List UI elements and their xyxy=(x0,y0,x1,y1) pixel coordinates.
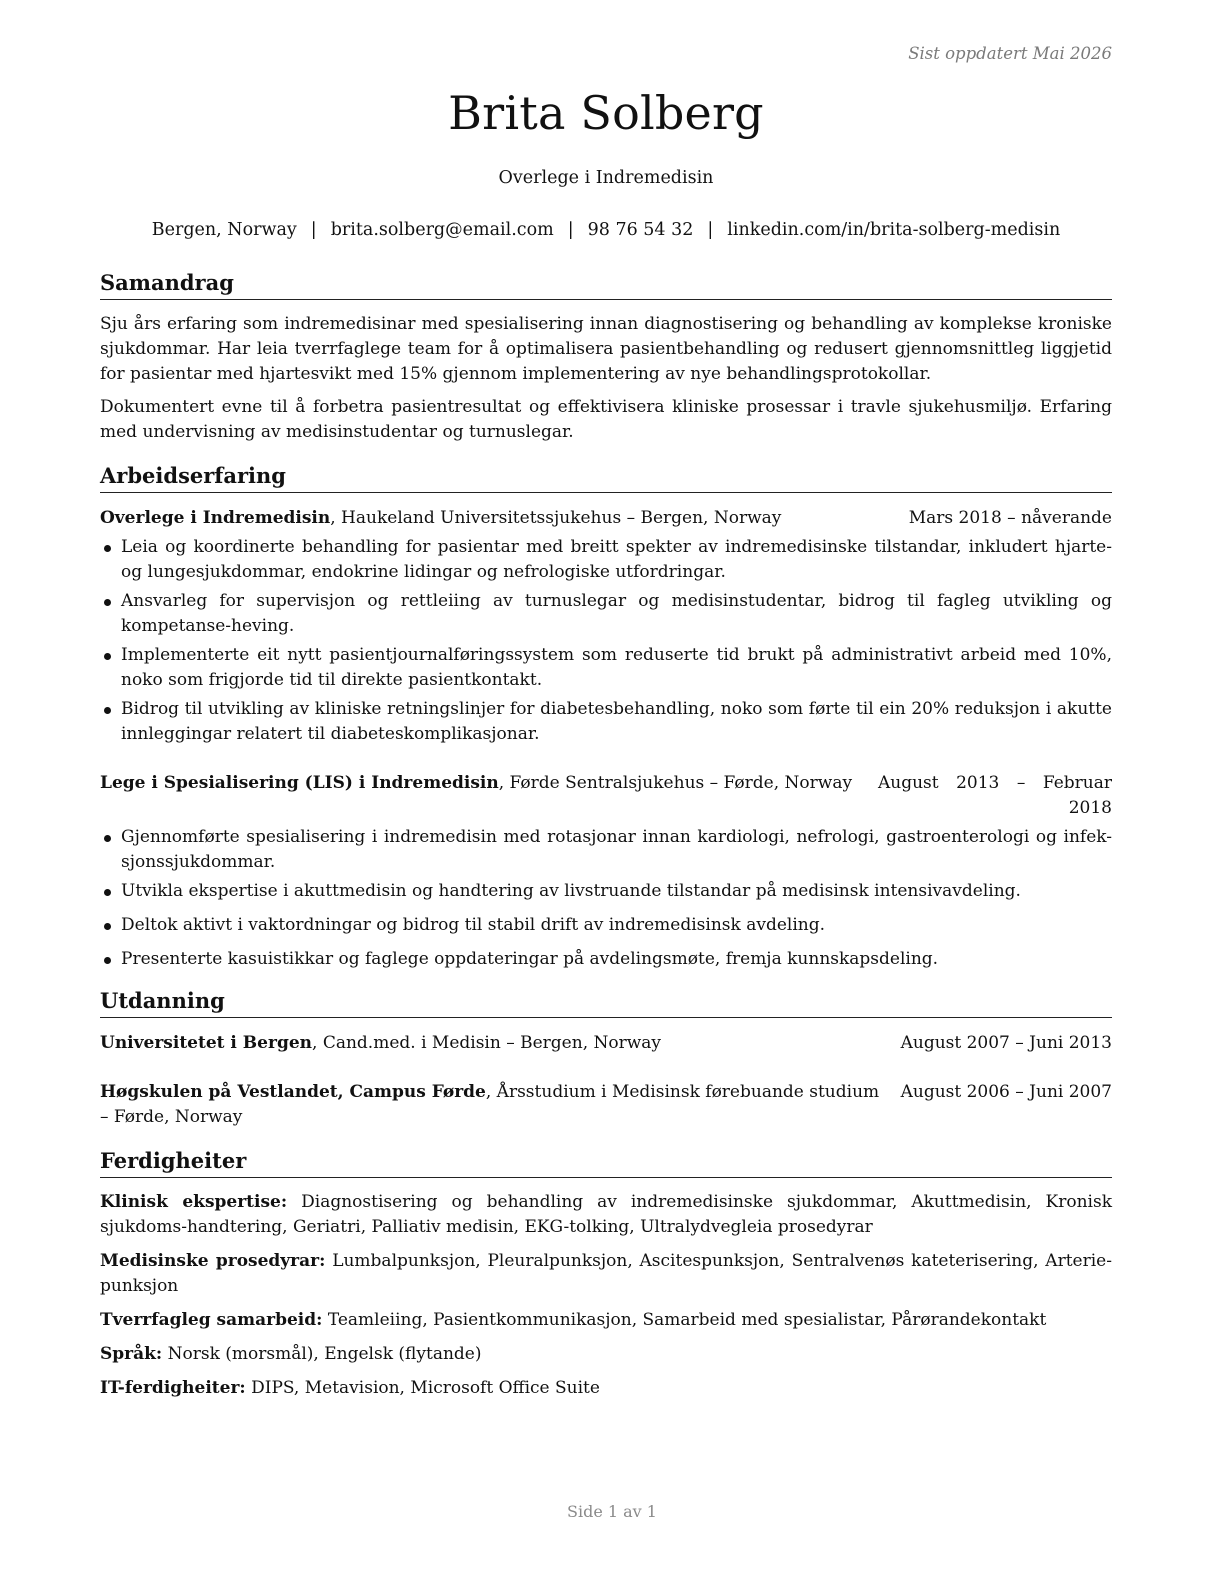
job-bullets xyxy=(100,535,1112,747)
job-entry xyxy=(100,506,1112,747)
summary-paragraph: Sju års erfaring som indremedisinar med spesialisering innan diagnostisering og behandling av komplekse kroniske sjukdommar. Har leia tverrfaglege team for å optimalisera pasientbehandling og redusert gjennomsnittleg liggjetid for pasientar med hjartesvikt med 15% gjennom implementering av nye behandlingsprotokollar. xyxy=(100,314,1112,384)
skill-row xyxy=(100,1342,1112,1367)
section-heading-education: Utdanning xyxy=(100,986,1112,1018)
job-dates: Mars 2018 – nåverande xyxy=(908,508,1112,528)
person-name: Brita Solberg xyxy=(448,86,764,140)
list-item: Utvikla ekspertise i akuttmedisin og handtering av livstruande tilstandar på medisinsk intensivavdeling. xyxy=(100,879,1112,904)
education-what xyxy=(100,1080,880,1130)
skill-value: Teamleiing, Pasientkommunikasjon, Samarbeid med spesialistar, Pårørandekontakt xyxy=(322,1310,1047,1330)
skill-label: Klinisk ekspertise: xyxy=(100,1192,288,1212)
education-what xyxy=(100,1031,661,1056)
skill-value: DIPS, Metavision, Microsoft Office Suite xyxy=(245,1378,600,1398)
section-heading-summary: Samandrag xyxy=(100,268,1112,300)
contact-email[interactable]: brita.solberg@email.com xyxy=(330,220,554,240)
skill-value: Lumbalpunksjon, Pleuralpunksjon, Ascitespunksjon, Sentralvenøs kateterisering, Arterie-punksjon xyxy=(100,1251,1112,1296)
job-title: Lege i Spesialisering (LIS) i Indremedisin xyxy=(100,773,499,793)
job-title-line xyxy=(100,506,781,531)
job-employer: , Førde Sentralsjukehus – Førde, Norway xyxy=(498,773,853,793)
contact-separator: | xyxy=(310,220,317,240)
education-detail: , Cand.med. i Medisin – Bergen, Norway xyxy=(312,1033,662,1053)
job-header xyxy=(100,506,1112,531)
last-updated: Sist oppdatert Mai 2026 xyxy=(908,44,1112,63)
education-dates: August 2007 – Juni 2013 xyxy=(900,1033,1112,1053)
list-item: Ansvarleg for supervisjon og rettleiing av turnuslegar og medisinstudentar, bidrog til fagleg utvikling og kompetanse-heving. xyxy=(100,589,1112,639)
skill-row xyxy=(100,1249,1112,1299)
experience-section xyxy=(100,461,1112,972)
contact-separator: | xyxy=(567,220,574,240)
education-entry xyxy=(100,1031,1112,1056)
job-dates-line: 2018 xyxy=(1068,798,1112,818)
education-dates: August 2006 – Juni 2007 xyxy=(900,1082,1112,1102)
resume-body xyxy=(100,268,1112,1409)
contact-phone: 98 76 54 32 xyxy=(587,220,694,240)
list-item: Implementerte eit nytt pasientjournalføringssystem som reduserte tid brukt på administrativt arbeid med 10%, noko som frigjorde tid til direkte pasientkontakt. xyxy=(100,643,1112,693)
job-title-line xyxy=(100,771,852,821)
section-heading-experience: Arbeidserfaring xyxy=(100,461,1112,493)
section-heading-skills: Ferdigheiter xyxy=(100,1146,1112,1178)
contact-separator: | xyxy=(707,220,714,240)
skill-label: Tverrfagleg samarbeid: xyxy=(100,1310,323,1330)
list-item: Leia og koordinerte behandling for pasientar med breitt spekter av indremedisinske tilstandar, inkludert hjarte- og lungesjukdommar, endokrine lidingar og nefrologiske utfordringar. xyxy=(100,535,1112,585)
skill-row xyxy=(100,1190,1112,1240)
job-dates-line: August 2013 – Februar xyxy=(878,773,1112,793)
list-item: Presenterte kasuistikkar og faglege oppdateringar på avdelingsmøte, fremja kunnskapsdeling. xyxy=(100,947,1112,972)
job-dates xyxy=(878,771,1112,821)
summary-paragraph: Dokumentert evne til å forbetra pasientresultat og effektivisera kliniske prosessar i travle sjukehusmiljø. Erfaring med undervisning av medisinstudentar og turnuslegar. xyxy=(100,397,1112,442)
summary-section xyxy=(100,268,1112,445)
skill-label: Medisinske prosedyrar: xyxy=(100,1251,326,1271)
contact-linkedin[interactable]: linkedin.com/in/brita-solberg-medisin xyxy=(727,220,1061,240)
education-entry xyxy=(100,1080,1112,1130)
list-item: Bidrog til utvikling av kliniske retningslinjer for diabetesbehandling, noko som førte til ein 20% reduksjon i akutte innleggingar relatert til diabeteskomplikasjonar. xyxy=(100,697,1112,747)
skill-value: Norsk (morsmål), Engelsk (flytande) xyxy=(162,1344,482,1364)
job-bullets xyxy=(100,825,1112,972)
job-header xyxy=(100,771,1112,821)
skill-value: Diagnostisering og behandling av indremedisinske sjukdommar, Akuttmedisin, Kronisk sjukdoms-handtering, Geriatri, Palliativ medisin, EKG-tolking, Ultralydvegleia prosedyrar xyxy=(100,1192,1113,1237)
skill-row xyxy=(100,1376,1112,1401)
page-number: Side 1 av 1 xyxy=(567,1502,657,1521)
education-school: Høgskulen på Vestlandet, Campus Førde xyxy=(100,1082,486,1102)
list-item: Deltok aktivt i vaktordningar og bidrog til stabil drift av indremedisinsk avdeling. xyxy=(100,913,1112,938)
job-entry xyxy=(100,771,1112,972)
skill-label: IT-ferdigheiter: xyxy=(100,1378,246,1398)
job-employer: , Haukeland Universitetssjukehus – Bergen, Norway xyxy=(330,508,782,528)
headline: Overlege i Indremedisin xyxy=(498,168,714,188)
education-detail: , Årsstudium i Medisinsk førebuande studium – Førde, Norway xyxy=(100,1082,880,1127)
job-title: Overlege i Indremedisin xyxy=(100,508,331,528)
education-school: Universitetet i Bergen xyxy=(100,1033,313,1053)
skill-row xyxy=(100,1308,1112,1333)
education-section xyxy=(100,986,1112,1130)
contact-line xyxy=(100,220,1112,240)
contact-location: Bergen, Norway xyxy=(151,220,297,240)
list-item: Gjennomførte spesialisering i indremedisin med rotasjonar innan kardiologi, nefrologi, gastroenterologi og infek-sjonssjukdommar. xyxy=(100,825,1112,875)
skill-label: Språk: xyxy=(100,1344,163,1364)
skills-section xyxy=(100,1146,1112,1401)
